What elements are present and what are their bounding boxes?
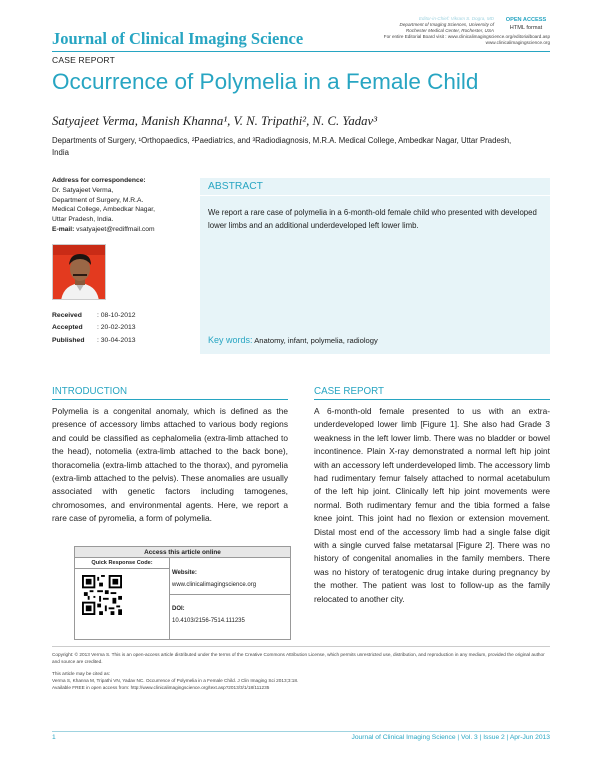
date-accepted — [52, 322, 136, 334]
email-label: E-mail: — [52, 225, 75, 233]
introduction-text: Polymelia is a congenital anomaly, which is defined as the presence of accessory limbs attached to various body regions and could be classified as cephalomelia (extra-limb attached to the head), notomelia (extra-limb attached to the back bone), thoracomelia (extra-limb attached to the thorax), and pyromelia (extra-limb attached to the pelvis). These anomalies are usually associated with genetic factors including tamogenes, chromosomes, and environmental agents. Here, we report a rare case of pyromelia, a form of polymelia. — [52, 406, 288, 524]
available-link[interactable]: Available FREE in open access from: http://www.clinicalimagingscience.org/text.asp?2013/3/1/18/111235 — [52, 685, 270, 690]
author-affiliation: Departments of Surgery, ¹Orthopaedics, ²Paediatrics, and ³Radiodiagnosis, M.R.A. Medical College, Ambedkar Nagar, Uttar Pradesh, India — [52, 136, 512, 157]
page-number: 1 — [52, 734, 56, 741]
footer-divider — [52, 646, 550, 647]
correspondence-heading: Address for correspondence: — [52, 177, 146, 184]
editorial-board-link[interactable]: For entire Editorial Board visit : www.clinicalimagingscience.org/editorialboard.asp — [383, 34, 550, 39]
qr-column — [75, 558, 170, 639]
journal-website[interactable]: www.clinicalimagingscience.org — [485, 40, 550, 45]
date-label: Published — [52, 336, 85, 344]
introduction-heading: INTRODUCTION — [52, 386, 128, 397]
article-title: Occurrence of Polymelia in a Female Child — [52, 69, 479, 94]
correspondence-line: Department of Surgery, M.R.A. — [52, 196, 144, 204]
correspondence-line: Uttar Pradesh, India. — [52, 216, 114, 224]
citation-block — [52, 670, 550, 691]
copyright-notice: Copyright: © 2013 Verma S. This is an open-access article distributed under the terms of the Creative Commons Attribution License, which permits unrestricted use, distribution, and reproduction in any medium, provided the original author and source are credited. — [52, 652, 545, 664]
access-title: Access this article online — [75, 547, 290, 558]
author-portrait-image — [53, 245, 106, 300]
date-value: : 20-02-2013 — [97, 324, 136, 332]
journal-title: Journal of Clinical Imaging Science — [52, 29, 304, 48]
case-report-text: A 6-month-old female presented to us with an extra-underdeveloped lower limb [Figure 1]. She also had Grade 3 weakness in the left lower limb. There was no bladder or bowel incontinence. Plain X-ray demonstrated a normal left hip joint with an accessory left underdeveloped limb. The accessory limb had rudimentary femur falsely attached to normal acetabulum of the left hip joint. Clinically left hip joint movements were normal. Both rudimentary femur and the tibia formed a false knee joint. This joint had no flexion or extension movement. Distal most end of the accessory limb had a single false digit with a single curved false metatarsal [Figure 2]. There was no history of congenital anomalies in the family members. There was no history of teratogenic drug intake during pregnancy by the mother. The patient was lost to follow-up as the family relocated to another city. — [314, 406, 550, 604]
article-dates — [52, 310, 136, 347]
date-received — [52, 310, 136, 322]
journal-issue-footer: Journal of Clinical Imaging Science | Vol. 3 | Issue 2 | Apr-Jun 2013 — [351, 734, 550, 741]
page-footer-divider — [52, 731, 550, 732]
correspondence-line: Dr. Satyajeet Verma, — [52, 186, 114, 194]
open-access-badge — [496, 16, 556, 32]
abstract-divider — [200, 195, 550, 196]
introduction-divider — [52, 399, 288, 400]
abstract-text: We report a rare case of polymelia in a 6-month-old female child who presented with developed lower limbs and an additional underdeveloped left lower limb. — [208, 208, 537, 230]
editor-department: Department of Imaging Sciences, University of — [399, 22, 494, 27]
date-value: : 08-10-2012 — [97, 312, 136, 319]
author-photo — [52, 244, 106, 300]
access-info-divider — [170, 594, 290, 595]
correspondence-block — [52, 176, 202, 235]
abstract-box — [200, 178, 550, 354]
doi-label: DOI: — [172, 606, 185, 612]
date-label: Received — [52, 312, 82, 319]
author-list: Satyajeet Verma, Manish Khanna¹, V. N. Tripathi², N. C. Yadav³ — [52, 114, 378, 128]
cite-text: Verma S, Khanna M, Tripathi VN, Yadav NC. Occurrence of Polymelia in a Female Child. J Clin Imaging Sci 2013;3:18. — [52, 678, 299, 683]
header-divider — [52, 51, 550, 52]
website-label: Website: — [172, 570, 197, 576]
website-link[interactable]: www.clinicalimagingscience.org — [172, 582, 257, 588]
correspondence-line: Medical College, Ambedkar Nagar, — [52, 206, 155, 214]
date-label: Accepted — [52, 324, 83, 332]
case-report-heading: CASE REPORT — [314, 386, 385, 397]
date-published — [52, 335, 136, 347]
date-value: : 30-04-2013 — [97, 336, 136, 344]
access-grid — [75, 558, 290, 639]
editor-institution: Rochester Medical Center, Rochester, USA — [405, 28, 494, 33]
keywords-label: Key words: — [208, 335, 253, 345]
abstract-heading: ABSTRACT — [208, 181, 263, 192]
access-article-box — [74, 546, 291, 640]
access-info-column — [170, 558, 290, 639]
html-format-label: HTML format — [509, 25, 543, 31]
correspondence-email-row — [52, 225, 202, 235]
email-address[interactable]: vsatyajeet@rediffmail.com — [76, 225, 155, 233]
open-access-label: OPEN ACCESS — [505, 17, 547, 23]
doi-value[interactable]: 10.4103/2156-7514.111235 — [172, 618, 245, 624]
qr-code-image[interactable] — [82, 575, 122, 615]
case-report-divider — [314, 399, 550, 400]
article-type: CASE REPORT — [52, 55, 115, 65]
qr-label: Quick Response Code: — [75, 558, 169, 569]
keywords-row — [208, 335, 378, 345]
cite-label: This article may be cited as: — [52, 671, 111, 676]
keywords-text: Anatomy, infant, polymelia, radiology — [254, 336, 378, 345]
editor-in-chief: Editor-in-Chief: Vikram S. Dogra, MD — [418, 16, 494, 21]
